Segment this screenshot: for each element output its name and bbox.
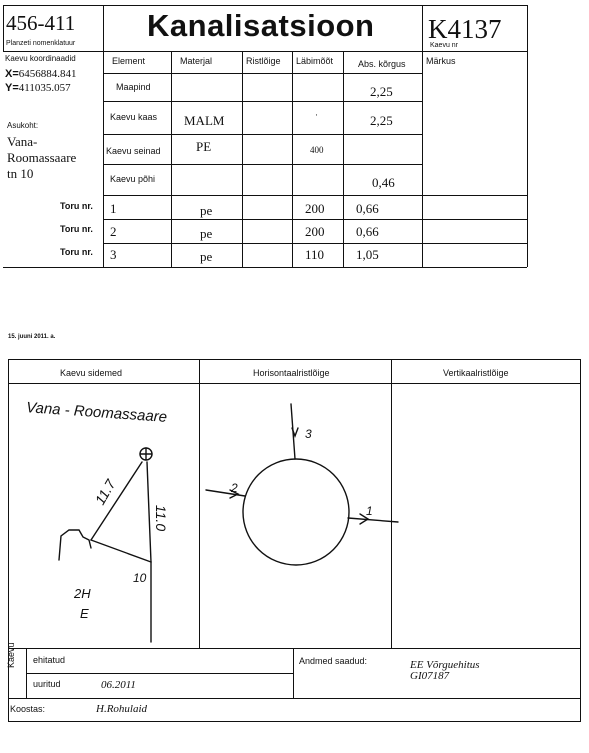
col-header-element: Element (112, 56, 146, 66)
address-line-1: Vana- (7, 134, 38, 149)
data-from-value-1: EE Võrguehitus (410, 659, 480, 671)
pipe-diameter: 200 (305, 224, 325, 239)
pipe-material: pe (200, 226, 213, 241)
pipe-nr: 3 (110, 247, 117, 262)
building-outline (59, 530, 91, 560)
built-label: ehitatud (33, 655, 66, 665)
row-element: Kaevu kaas (110, 112, 158, 122)
row-height: 2,25 (370, 84, 393, 99)
pipe-height: 0,66 (356, 224, 379, 239)
pipe-label: Toru nr. (60, 247, 93, 257)
measure-line-b (147, 462, 151, 562)
distance-c: 10 (133, 571, 147, 585)
side-label: Kaevu (6, 642, 16, 668)
surveyed-label: uuritud (33, 679, 61, 689)
compiled-value: H.Rohulaid (96, 703, 148, 715)
pipe-nr: 2 (110, 224, 117, 239)
row-height: 0,46 (372, 175, 395, 190)
plan-number: 456-411 (6, 11, 76, 35)
pipe-diameter: 200 (305, 201, 325, 216)
well-id: K4137 (428, 14, 502, 44)
connections-sketch (9, 384, 199, 648)
section-horizontal: Horisontaalristlõige (253, 368, 330, 378)
address-label: Asukoht: (7, 121, 39, 130)
horizontal-section-sketch (200, 384, 391, 648)
pipe-2-line (206, 490, 245, 496)
data-from-value-2: GI07187 (410, 670, 450, 682)
pipe-1-label: 1 (366, 504, 373, 518)
row-diameter: · (315, 110, 318, 120)
street-name: Vana - Roomassaare (25, 399, 168, 426)
plan-label: Planzeti nomenklatuur (6, 40, 76, 47)
pipe-3-label: 3 (305, 427, 312, 441)
section-vertical: Vertikaalristlõige (443, 368, 509, 378)
row-element: Maapind (116, 82, 151, 92)
col-header-notes: Märkus (426, 56, 456, 66)
row-material: PE (196, 139, 212, 154)
col-header-cross: Ristlõige (246, 56, 281, 66)
coord-y: Y=411035.057 (5, 82, 71, 94)
col-header-height: Abs. kõrgus (358, 59, 406, 69)
row-material: MALM (184, 113, 225, 128)
well-circle (243, 459, 349, 565)
pipe-label: Toru nr. (60, 224, 93, 234)
well-id-label: Kaevu nr (430, 42, 459, 49)
distance-b: 11.0 (153, 504, 170, 532)
row-element: Kaevu põhi (110, 174, 156, 184)
pipe-nr: 1 (110, 201, 117, 216)
date-note: 15. juuni 2011. a. (8, 334, 56, 340)
col-header-diameter: Läbimõõt (296, 56, 334, 66)
col-header-material: Materjal (180, 56, 213, 66)
pipe-height: 0,66 (356, 201, 379, 216)
coord-x: X=6456884.841 (5, 68, 77, 80)
pipe-diameter: 110 (305, 247, 325, 262)
address-line-2: Roomassaare (7, 150, 77, 165)
row-height: 2,25 (370, 113, 393, 128)
page-title: Kanalisatsioon (147, 8, 375, 43)
building-sub-label: E (80, 606, 89, 621)
pipe-2-label: 2 (231, 481, 238, 495)
compiled-label: Koostas: (10, 704, 46, 714)
building-label: 2H (74, 586, 91, 601)
address-line-3: tn 10 (7, 166, 34, 181)
surveyed-value: 06.2011 (101, 679, 136, 691)
measure-line-c (91, 540, 151, 562)
pipe-label: Toru nr. (60, 201, 93, 211)
row-element: Kaevu seinad (106, 146, 161, 156)
data-from-label: Andmed saadud: (299, 656, 368, 666)
section-connections: Kaevu sidemed (60, 368, 123, 378)
pipe-material: pe (200, 203, 213, 218)
pipe-1-line (348, 518, 398, 522)
pipe-height: 1,05 (356, 247, 379, 262)
pipe-material: pe (200, 249, 213, 264)
coords-label: Kaevu koordinaadid (5, 54, 76, 63)
row-diameter: 400 (310, 145, 324, 155)
distance-a: 11.7 (91, 476, 119, 508)
